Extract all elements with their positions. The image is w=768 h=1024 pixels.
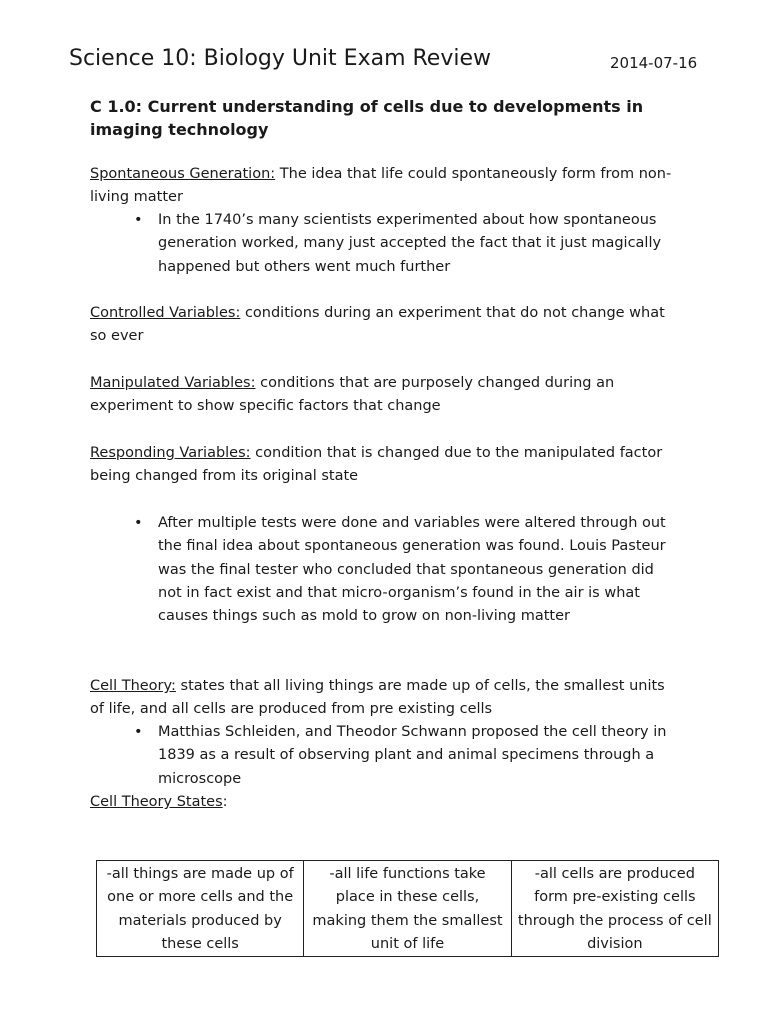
term-definition: The idea that life could spontaneously form from non-living matter: [90, 166, 672, 206]
colon: :: [222, 794, 228, 810]
bullet-text: After multiple tests were done and variables were altered through out the final idea about spontaneous generation was found. Louis Pasteur was the final tester who concluded that spontaneous generation did not in fact exist and that micro-organism’s found in the air is what causes things such as mold to grow on non-living matter: [158, 515, 666, 625]
term-definition: conditions that are purposely changed during an experiment to show specific factors that change: [90, 375, 615, 415]
term-definition: conditions during an experiment that do not change what so ever: [90, 305, 665, 345]
bullet-item: [131, 209, 671, 279]
bullet-item: [131, 721, 671, 791]
responding-variables-definition: [90, 442, 680, 489]
bullet-icon: •: [134, 212, 143, 228]
spontaneous-generation-definition: [90, 163, 680, 210]
bullet-icon: •: [134, 515, 143, 531]
controlled-variables-definition: [90, 302, 680, 349]
term-label: Controlled Variables:: [90, 305, 241, 321]
document-date: 2014-07-16: [610, 54, 698, 72]
term-label: Manipulated Variables:: [90, 375, 256, 391]
table-cell: -all cells are produced form pre-existing cells through the process of cell division: [511, 861, 718, 957]
term-label: Cell Theory States: [90, 794, 223, 810]
cell-theory-table: [96, 860, 719, 957]
term-label: Responding Variables:: [90, 445, 251, 461]
cell-theory-definition: [90, 675, 680, 722]
cell-theory-states-label: [90, 791, 680, 814]
term-label: Cell Theory:: [90, 678, 176, 694]
document-title: Science 10: Biology Unit Exam Review: [69, 46, 491, 71]
section-heading: [90, 95, 670, 141]
bullet-text: Matthias Schleiden, and Theodor Schwann proposed the cell theory in 1839 as a result of observing plant and animal specimens through a microscope: [158, 724, 667, 787]
section-code: C 1.0:: [90, 97, 143, 116]
table-cell: -all life functions take place in these cells, making them the smallest unit of life: [304, 861, 511, 957]
section-heading-text: Current understanding of cells due to developments in imaging technology: [90, 97, 644, 139]
term-label: Spontaneous Generation:: [90, 166, 276, 182]
table-cell: -all things are made up of one or more cells and the materials produced by these cells: [97, 861, 304, 957]
table-row: [97, 861, 719, 957]
term-definition: states that all living things are made up of cells, the smallest units of life, and all cells are produced from pre existing cells: [90, 678, 665, 718]
manipulated-variables-definition: [90, 372, 680, 419]
bullet-item: [131, 512, 671, 628]
bullet-text: In the 1740’s many scientists experimented about how spontaneous generation worked, many just accepted the fact that it just magically happened but others went much further: [158, 212, 662, 275]
bullet-icon: •: [134, 724, 143, 740]
term-definition: condition that is changed due to the manipulated factor being changed from its original state: [90, 445, 663, 485]
